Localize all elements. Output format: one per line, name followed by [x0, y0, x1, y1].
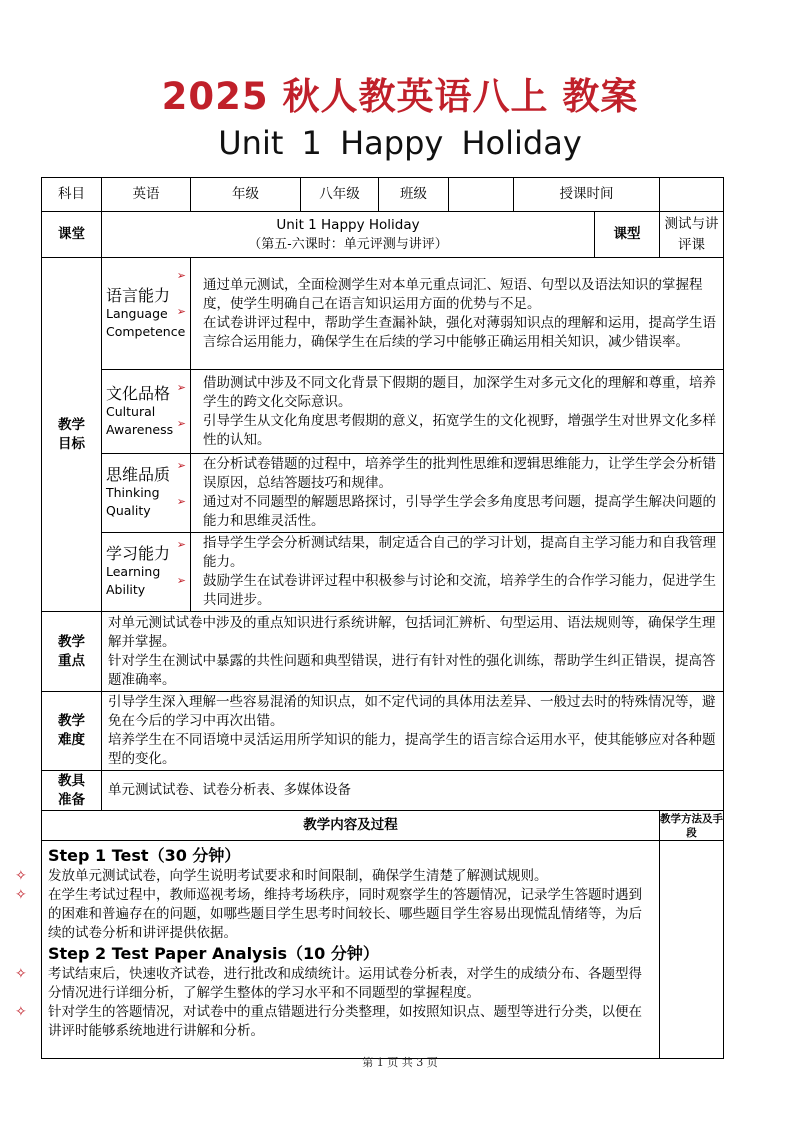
- lesson-title: Unit 1 Happy Holiday: [276, 216, 420, 233]
- arrow-icon: ➢: [176, 417, 186, 430]
- difficulty-text: [102, 692, 724, 771]
- arrow-icon: ➢: [176, 538, 186, 551]
- step-item: [15, 886, 653, 943]
- lesson-plan-table: [15, 177, 724, 1059]
- goal-text-thinking: [191, 454, 724, 533]
- lesson-row: [42, 212, 724, 258]
- process-content: [15, 841, 660, 1059]
- process-header: 教学内容及过程: [42, 811, 660, 841]
- grade-label: 年级: [191, 178, 301, 212]
- focus-label: 教学重点: [42, 612, 102, 692]
- step-item-text: 针对学生的答题情况，对试卷中的重点错题进行分类整理，如按照知识点、题型等进行分类，以便在讲评时能够系统地进行讲解和分析。: [48, 1004, 642, 1039]
- goal-row-culture: [42, 370, 724, 454]
- goals-label: 教学目标: [42, 258, 102, 612]
- paragraph: 针对学生在测试中暴露的共性问题和典型错误，进行有针对性的强化训练，帮助学生纠正错误，提高答题准确率。: [108, 652, 716, 688]
- paragraph: 通过对不同题型的解题思路探讨，引导学生学会多角度思考问题，提高学生解决问题的能力和思维灵活性。: [203, 494, 716, 529]
- paragraph: 引导学生深入理解一些容易混淆的知识点，如不定代词的具体用法差异、一般过去时的特殊情况等，避免在今后的学习中再次出错。: [108, 694, 716, 729]
- class-value: [449, 178, 514, 212]
- step-title: Step 2 Test Paper Analysis（10 分钟）: [48, 944, 379, 963]
- focus-row: [42, 612, 724, 692]
- goal-name-cn: 学习能力: [106, 544, 171, 563]
- materials-text: 单元测试试卷、试卷分析表、多媒体设备: [102, 771, 724, 811]
- goal-text-culture: [191, 370, 724, 454]
- goal-name-en: Thinking Quality: [106, 485, 160, 518]
- info-row: [42, 178, 724, 212]
- document-title: 2025 秋人教英语八上 教案: [161, 75, 639, 118]
- paragraph: 对单元测试试卷中涉及的重点知识进行系统讲解，包括词汇辨析、句型运用、语法规则等，确保学生理解并掌握。: [108, 614, 716, 650]
- goal-name-cn: 思维品质: [106, 465, 171, 484]
- diamond-icon: ✧: [15, 966, 27, 982]
- goal-label-language: [102, 258, 191, 370]
- lesson-period: （第五-六课时：单元评测与讲评）: [248, 236, 448, 252]
- paragraph: 培养学生在不同语境中灵活运用所学知识的能力，提高学生的语言综合运用水平，使其能够应对各种题型的变化。: [108, 732, 716, 767]
- materials-label: 教具准备: [42, 771, 102, 811]
- time-value: [660, 178, 724, 212]
- process-content-row: [42, 841, 724, 1059]
- diamond-icon: ✧: [15, 1004, 27, 1020]
- process-header-row: [42, 811, 724, 841]
- arrow-icon: ➢: [176, 305, 186, 318]
- focus-text: [102, 612, 724, 692]
- type-value: 测试与讲评课: [660, 212, 724, 258]
- paragraph: 引导学生从文化角度思考假期的意义，拓宽学生的文化视野，增强学生对世界文化多样性的认知。: [203, 412, 716, 448]
- goal-label-learning: [102, 533, 191, 612]
- goal-row-language: [42, 258, 724, 370]
- time-label: 授课时间: [514, 178, 660, 212]
- diamond-icon: ✧: [15, 868, 27, 884]
- grade-value: 八年级: [301, 178, 379, 212]
- goal-name-cn: 语言能力: [106, 285, 171, 305]
- goal-label-culture: [102, 370, 191, 454]
- goal-text-language: [191, 258, 724, 370]
- page-footer: 第 1 页 共 3 页: [362, 1056, 438, 1069]
- step-item: [15, 965, 653, 1003]
- goal-name-cn: 文化品格: [106, 383, 171, 403]
- type-label: 课型: [595, 212, 660, 258]
- paragraph: 指导学生学会分析测试结果，制定适合自己的学习计划，提高自主学习能力和自我管理能力。: [203, 535, 716, 570]
- step-title: Step 1 Test（30 分钟）: [48, 846, 241, 865]
- arrow-icon: ➢: [176, 269, 186, 282]
- class-label: 班级: [379, 178, 449, 212]
- goal-text-learning: [191, 533, 724, 612]
- method-cell: [660, 841, 724, 1059]
- arrow-icon: ➢: [176, 574, 186, 587]
- paragraph: 借助测试中涉及不同文化背景下假期的题目，加深学生对多元文化的理解和尊重，培养学生的跨文化交际意识。: [203, 374, 716, 410]
- method-header: 教学方法及手段: [660, 812, 723, 839]
- difficulty-label: 教学难度: [42, 692, 102, 771]
- lesson-title-cell: [102, 212, 595, 258]
- goal-name-en: Language Competence: [106, 305, 186, 339]
- step-item-text: 在学生考试过程中，教师巡视考场，维持考场秩序，同时观察学生的答题情况，记录学生答题时遇到的困难和普遍存在的问题，如哪些题目学生思考时间较长、哪些题目学生容易出现慌乱情绪等，为后续的试卷分析和讲评提供依据。: [48, 887, 642, 941]
- step-item-text: 考试结束后，快速收齐试卷，进行批改和成绩统计。运用试卷分析表，对学生的成绩分布、各题型得分情况进行详细分析，了解学生整体的学习水平和不同题型的掌握程度。: [48, 966, 642, 1001]
- step-item: [15, 1003, 653, 1041]
- difficulty-row: [42, 692, 724, 771]
- paragraph: 鼓励学生在试卷讲评过程中积极参与讨论和交流，培养学生的合作学习能力，促进学生共同进步。: [203, 573, 716, 608]
- paragraph: 在试卷讲评过程中，帮助学生查漏补缺，强化对薄弱知识点的理解和运用，提高学生语言综合运用能力，确保学生在后续的学习中能够正确运用相关知识，减少错误率。: [203, 314, 716, 350]
- paragraph: 通过单元测试，全面检测学生对本单元重点词汇、短语、句型以及语法知识的掌握程度，使学生明确自己在语言知识运用方面的优势与不足。: [203, 276, 703, 312]
- arrow-icon: ➢: [176, 381, 186, 394]
- unit-title: Unit 1 Happy Holiday: [218, 124, 582, 162]
- diamond-icon: ✧: [15, 887, 27, 903]
- subject-value: 英语: [102, 178, 191, 212]
- arrow-icon: ➢: [176, 459, 186, 472]
- paragraph: 在分析试卷错题的过程中，培养学生的批判性思维和逻辑思维能力，让学生学会分析错误原因，总结答题技巧和规律。: [203, 456, 716, 491]
- step-item: [15, 867, 653, 886]
- goal-row-thinking: [42, 454, 724, 533]
- goal-name-en: Learning Ability: [106, 564, 161, 597]
- lesson-label: 课堂: [42, 212, 102, 258]
- goal-label-thinking: [102, 454, 191, 533]
- subject-label: 科目: [42, 178, 102, 212]
- step-item-text: 发放单元测试试卷，向学生说明考试要求和时间限制，确保学生清楚了解测试规则。: [48, 868, 548, 884]
- goal-row-learning: [42, 533, 724, 612]
- materials-row: [42, 771, 724, 811]
- arrow-icon: ➢: [176, 495, 186, 508]
- goal-name-en: Cultural Awareness: [106, 403, 174, 437]
